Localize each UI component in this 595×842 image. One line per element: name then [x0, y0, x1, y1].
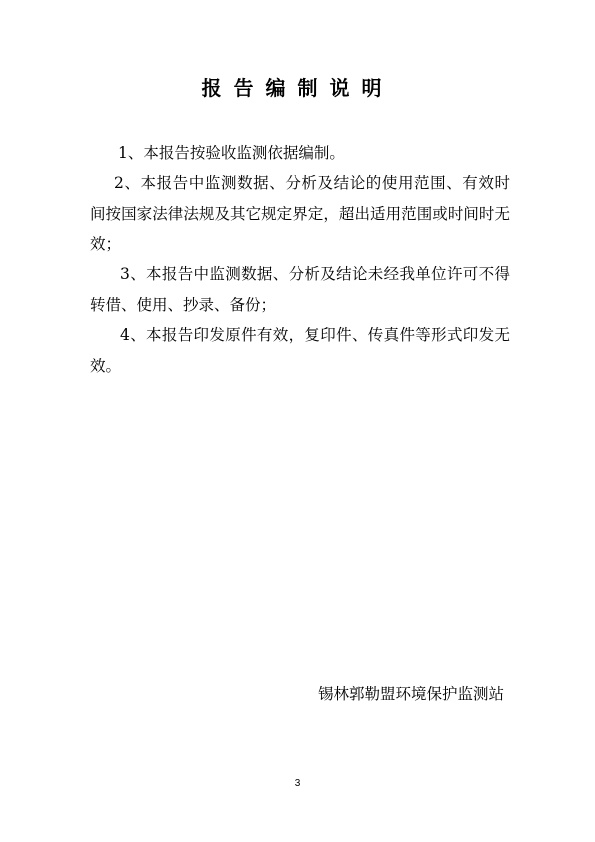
- instruction-item-2: 2、本报告中监测数据、分析及结论的使用范围、有效时间按国家法律法规及其它规定界定，超出适用范围或时间时无效；: [90, 174, 510, 253]
- issuing-organization: 锡林郭勒盟环境保护监测站: [317, 685, 504, 703]
- instruction-item-3: 3、本报告中监测数据、分析及结论未经我单位许可不得转借、使用、抄录、备份；: [90, 265, 510, 314]
- document-title: 报告编制说明: [201, 76, 394, 100]
- page-number: 3: [294, 778, 301, 789]
- instruction-item-4: 4、本报告印发原件有效，复印件、传真件等形式印发无效。: [90, 326, 510, 375]
- instruction-item-1: 1、本报告按验收监测依据编制。: [118, 144, 345, 162]
